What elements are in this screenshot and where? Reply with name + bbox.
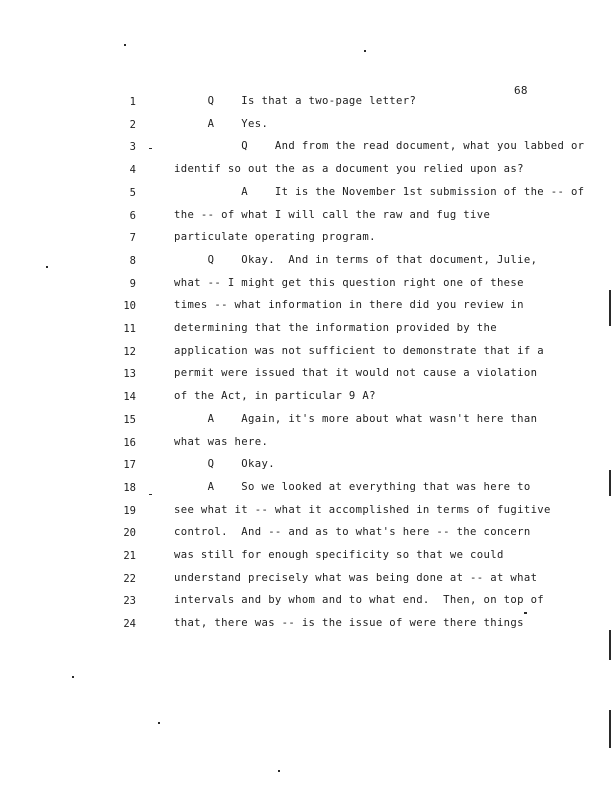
line-text: see what it -- what it accomplished in terms of fugitive (174, 503, 551, 516)
line-text: identif so out the as a document you relied upon as? (174, 163, 524, 176)
line-text: Q Okay. (174, 458, 275, 471)
line-text: Q Is that a two-page letter? (174, 95, 417, 107)
line-number: 22 (123, 572, 136, 585)
transcript-line (0, 364, 613, 387)
scan-speck (524, 612, 527, 614)
transcript-line (0, 274, 613, 297)
line-number: 18 (123, 481, 136, 494)
line-text: determining that the information provided by the (174, 322, 497, 334)
line-number: 9 (129, 277, 136, 290)
line-text: was still for enough specificity so that we could (174, 549, 504, 561)
scan-speck (46, 266, 48, 268)
page-number: 68 (514, 84, 528, 97)
transcript-line (0, 160, 613, 183)
transcript-line (0, 569, 613, 592)
line-number: 17 (123, 459, 136, 472)
line-text: A Yes. (174, 117, 269, 130)
line-number: 3 (129, 141, 136, 154)
line-number: 15 (123, 413, 136, 426)
line-number: 11 (123, 323, 136, 335)
scan-speck (149, 148, 152, 149)
line-number: 4 (129, 164, 136, 177)
line-number: 16 (123, 436, 136, 449)
line-number: 13 (123, 368, 136, 381)
line-text: A So we looked at everything that was here to (174, 480, 531, 493)
transcript-line (0, 115, 613, 138)
line-number: 21 (123, 550, 136, 562)
transcript-line (0, 546, 613, 569)
transcript-line (0, 523, 613, 546)
line-number: 1 (129, 96, 136, 108)
transcript-line (0, 478, 613, 501)
scan-speck (278, 770, 280, 772)
line-number: 10 (123, 300, 136, 313)
scan-speck (124, 44, 126, 46)
line-text: of the Act, in particular 9 A? (174, 390, 376, 403)
line-number: 19 (123, 504, 136, 517)
transcript-line (0, 501, 613, 524)
line-number: 20 (123, 527, 136, 540)
line-number: 23 (123, 595, 136, 608)
line-text: intervals and by whom and to what end. Then, on top of (174, 594, 545, 607)
transcript-line (0, 92, 613, 115)
line-number: 2 (129, 118, 136, 131)
scan-speck (364, 50, 366, 52)
line-text: permit were issued that it would not cause a violation (174, 367, 538, 380)
transcript-line (0, 410, 613, 433)
transcript-line (0, 433, 613, 456)
line-number: 6 (129, 209, 136, 222)
line-text: A Again, it's more about what wasn't here than (174, 412, 538, 425)
transcript-line (0, 319, 613, 342)
line-number: 8 (129, 254, 136, 267)
line-text: understand precisely what was being done at -- at what (174, 571, 538, 584)
transcript-line (0, 455, 613, 478)
line-text: control. And -- and as to what's here -- the concern (174, 526, 531, 539)
line-text: what -- I might get this question right one of these (174, 276, 524, 289)
transcript-line (0, 614, 613, 637)
scan-speck (149, 494, 152, 495)
transcript-line (0, 591, 613, 614)
line-text: Q And from the read document, what you labbed or (174, 140, 585, 153)
line-text: A It is the November 1st submission of the -- of (174, 185, 585, 198)
line-number: 5 (129, 186, 136, 199)
transcript-line (0, 137, 613, 160)
transcript-line (0, 228, 613, 251)
line-text: what was here. (174, 435, 269, 448)
transcript-line (0, 296, 613, 319)
scan-speck (609, 290, 611, 326)
line-text: the -- of what I will call the raw and fug tive (174, 208, 491, 221)
scan-speck (158, 722, 160, 724)
scan-speck (609, 710, 611, 748)
line-number: 14 (123, 391, 136, 404)
line-text: times -- what information in there did you review in (174, 299, 524, 312)
scan-speck (609, 630, 611, 660)
transcript-line (0, 251, 613, 274)
transcript-line (0, 206, 613, 229)
transcript-line (0, 183, 613, 206)
line-number: 7 (129, 232, 136, 245)
line-text: particulate operating program. (174, 231, 376, 244)
line-text: that, there was -- is the issue of were there things (174, 617, 524, 630)
line-text: Q Okay. And in terms of that document, Julie, (174, 253, 538, 266)
line-text: application was not sufficient to demonstrate that if a (174, 344, 545, 357)
line-number: 24 (123, 618, 136, 631)
scan-speck (72, 676, 74, 678)
transcript-line (0, 387, 613, 410)
transcript-line (0, 342, 613, 365)
line-number: 12 (123, 345, 136, 358)
scan-speck (609, 470, 611, 496)
